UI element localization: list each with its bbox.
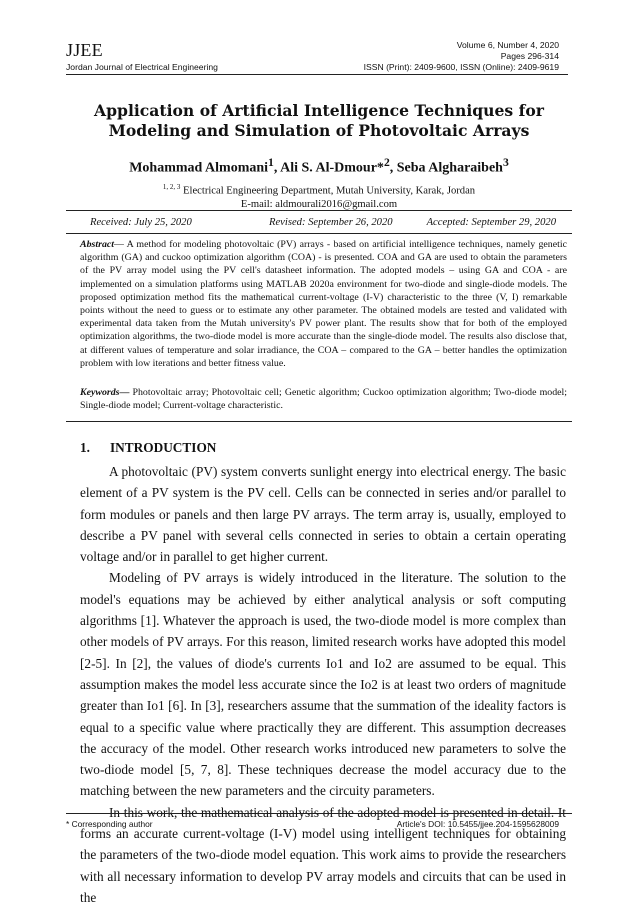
abstract-label: Abstract (80, 239, 115, 250)
accepted-date: Accepted: September 29, 2020 (426, 217, 556, 228)
dates-bar (66, 210, 572, 234)
section-title: INTRODUCTION (110, 440, 217, 455)
section-heading (80, 440, 216, 456)
abstract-text: A method for modeling photovoltaic (PV) arrays - based on artificial intelligence techniques, namely genetic algorithm (GA) and cuckoo optimization algorithm (COA) - is presented. COA and GA are used to obtain the parameters of the PV array model using the PV cell's datasheet information. The adopted models – using GA and COA - are implemented on a simulation platforms using MATLAB 2020a environment for two-diode and single-diode models. The proposed optimization method fits the mathematical current-voltage (I-V) characteristic to the three (V, I) remarkable points without the need to guess or to estimate any other parameter. The obtained models are tested and validated with experimental data taken from the Mutah university's PV power plant. The results show that for both of the employed optimization algorithms, the two-diode model is more accurate than the single-diode model. The results also disclose that, at different values of temperature and solar irradiance, the COA – compared to the GA – better handles the optimization problem with low iterations and better fitness value. (80, 239, 567, 369)
author-name: Ali S. Al-Dmour* (280, 160, 384, 176)
revised-date: Revised: September 26, 2020 (269, 217, 393, 228)
affiliation (66, 181, 572, 211)
keywords-dash: — (119, 387, 133, 398)
keywords-text: Photovoltaic array; Photovoltaic cell; Genetic algorithm; Cuckoo optimization algorithm; Two-diode model; Single-diode model; Current-voltage characteristic. (80, 387, 568, 412)
author-name: Mohammad Almomani (129, 160, 269, 176)
volume-line: Volume 6, Number 4, 2020 (456, 40, 559, 50)
abstract-dash: — (114, 239, 127, 250)
corresponding-note: * Corresponding author (66, 819, 153, 829)
body-paragraph: A photovoltaic (PV) system converts sunlight energy into electrical energy. The basic element of a PV system is the PV cell. Cells can be connected in series and/or parallel to form modules or panels and then large PV arrays. The term array is, usually, employed to describe a PV panel with several cells connected in series to obtain a certain operating voltage and/or in parallel to get higher current. (80, 464, 566, 565)
affiliation-text: Electrical Engineering Department, Mutah University, Karak, Jordan (180, 185, 476, 197)
author-sup: 3 (502, 156, 509, 169)
author-name: Seba Algharaibeh (396, 160, 503, 176)
footer-rule (66, 813, 572, 814)
author-list (66, 156, 572, 177)
body-paragraph: In this work, the mathematical analysis of the adopted model is presented in detail. It forms an accurate current-voltage (I-V) model using intelligent techniques for obtaining the parameters of the two-diode model equation. This work aims to provide the researchers with all necessary information to develop PV array models and circuits that can be used in the (80, 804, 566, 905)
abstract (80, 238, 567, 370)
body-text (80, 461, 566, 908)
author-email: E-mail: aldmourali2016@gmail.com (240, 198, 398, 210)
header-rule (66, 74, 568, 75)
author-separator: , (389, 160, 397, 176)
pages-line: Pages 296-314 (500, 51, 559, 61)
section-rule (66, 421, 572, 422)
author-sup: 2 (383, 156, 390, 169)
journal-name: Jordan Journal of Electrical Engineering (66, 62, 218, 72)
affiliation-sup: 1, 2, 3 (162, 183, 181, 191)
body-paragraph: Modeling of PV arrays is widely introduced in the literature. The solution to the model's equations may be achieved by either analytical analysis or soft computing algorithms [1]. Whatever the approach is used, the two-diode model is more complex than other models of PV arrays. For this reason, limited research works have adopted this model [2-5]. In [2], the values of diode's currents Io1 and Io2 are assumed to be equal. This assumption makes the model less accurate since the Io2 is at least two orders of magnitude greater than Io1 [6]. In [3], researchers assume that the summation of the ideality factors is equal to a specific value where practically they are different. This assumption decreases the accuracy of the model. Other research works introduced new parameters to solve the two-diode model [5, 7, 8]. These techniques decrease the model accuracy due to the matching between the new parameters and the circuity parameters. (80, 570, 566, 799)
keywords (80, 386, 567, 412)
author-separator: , (273, 160, 281, 176)
journal-abbrev: JJEE (66, 40, 103, 60)
received-date: Received: July 25, 2020 (90, 217, 192, 228)
issn-line: ISSN (Print): 2409-9600, ISSN (Online): 2409-9619 (363, 62, 559, 72)
author-sup: 1 (268, 156, 274, 169)
paper-title: Application of Artificial Intelligence Techniques for Modeling and Simulation of Photovoltaic Arrays (94, 101, 544, 140)
keywords-label: Keywords (80, 387, 120, 398)
section-number: 1. (80, 440, 90, 455)
article-doi: Article's DOI: 10.5455/jjee.204-1595628009 (396, 819, 559, 829)
volume-info (457, 40, 559, 62)
